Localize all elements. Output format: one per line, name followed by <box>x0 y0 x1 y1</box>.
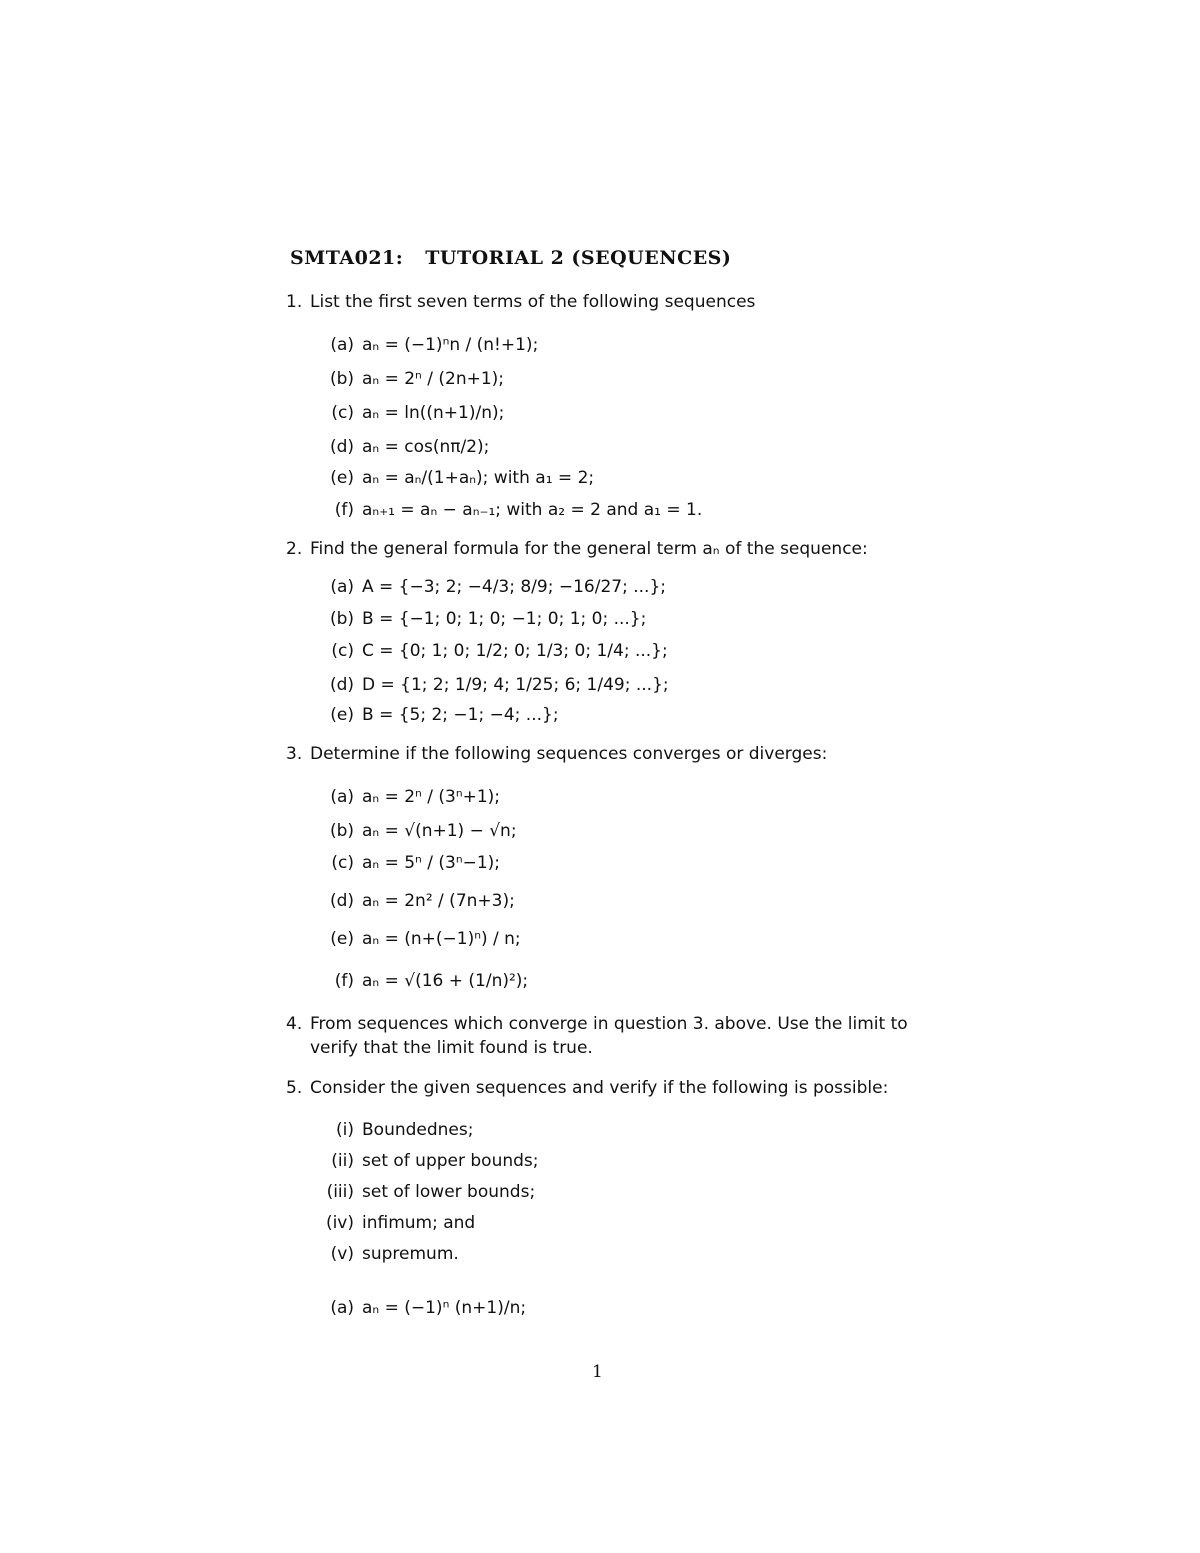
item-expression: A = {−3; 2; −4/3; 8/9; −16/27; ...}; <box>362 577 666 597</box>
item-expression: B = {5; 2; −1; −4; ...}; <box>362 705 559 725</box>
q1-item-f <box>318 498 702 522</box>
item-expression: aₙ = (−1)ⁿn / (n!+1); <box>362 335 539 355</box>
q2-item-b <box>318 607 646 631</box>
question-1 <box>286 290 946 314</box>
question-number: 4. <box>286 1014 303 1034</box>
question-number: 5. <box>286 1078 303 1098</box>
item-label: (f) <box>334 500 354 520</box>
question-text: From sequences which converge in question 3. above. Use the limit to verify that the limit found is true. <box>310 1014 908 1058</box>
item-expression: D = {1; 2; 1/9; 4; 1/25; 6; 1/49; ...}; <box>362 675 669 695</box>
question-5 <box>286 1076 946 1100</box>
item-label: (b) <box>329 369 354 389</box>
item-expression: aₙ = cos(nπ/2); <box>362 437 490 457</box>
q3-item-b <box>318 819 517 843</box>
item-expression: aₙ = (−1)ⁿ (n+1)/n; <box>362 1298 527 1318</box>
q1-item-d <box>318 435 489 459</box>
item-expression: aₙ₊₁ = aₙ − aₙ₋₁; with a₂ = 2 and a₁ = 1. <box>362 500 703 520</box>
question-text: Find the general formula for the general term aₙ of the sequence: <box>310 539 868 559</box>
item-label: (e) <box>330 929 354 949</box>
q3-item-f <box>318 969 528 993</box>
item-label: (d) <box>329 675 354 695</box>
item-label: (iv) <box>325 1213 354 1233</box>
q5-roman-iii <box>318 1180 535 1204</box>
question-text: Determine if the following sequences converges or diverges: <box>310 744 828 764</box>
item-label: (iii) <box>326 1182 354 1202</box>
item-expression: aₙ = √(n+1) − √n; <box>362 821 517 841</box>
item-label: (e) <box>330 705 354 725</box>
item-label: (c) <box>331 853 354 873</box>
item-text: supremum. <box>362 1244 459 1264</box>
q5-roman-ii <box>318 1149 539 1173</box>
item-label: (e) <box>330 468 354 488</box>
q1-item-c <box>318 401 504 425</box>
item-label: (a) <box>330 577 354 597</box>
item-expression: aₙ = 2ⁿ / (2n+1); <box>362 369 505 389</box>
q3-item-d <box>318 889 515 913</box>
item-label: (a) <box>330 1298 354 1318</box>
item-label: (a) <box>330 335 354 355</box>
page-title <box>290 247 731 269</box>
q5-roman-iv <box>318 1211 475 1235</box>
page-number: 1 <box>592 1362 603 1382</box>
item-text: infimum; and <box>362 1213 476 1233</box>
item-label: (f) <box>334 971 354 991</box>
q5-roman-i <box>318 1118 473 1142</box>
q5-roman-v <box>318 1242 459 1266</box>
q2-item-d <box>318 673 669 697</box>
item-label: (ii) <box>331 1151 354 1171</box>
q1-item-b <box>318 367 504 391</box>
item-label: (b) <box>329 821 354 841</box>
question-4 <box>286 1012 946 1060</box>
item-expression: aₙ = aₙ/(1+aₙ); with a₁ = 2; <box>362 468 595 488</box>
q1-item-e <box>318 466 594 490</box>
item-expression: B = {−1; 0; 1; 0; −1; 0; 1; 0; ...}; <box>362 609 647 629</box>
item-label: (b) <box>329 609 354 629</box>
question-number: 3. <box>286 744 303 764</box>
q2-item-c <box>318 639 668 663</box>
item-expression: C = {0; 1; 0; 1/2; 0; 1/3; 0; 1/4; ...}; <box>362 641 668 661</box>
item-text: Boundednes; <box>362 1120 474 1140</box>
item-label: (i) <box>336 1120 354 1140</box>
item-expression: aₙ = 5ⁿ / (3ⁿ−1); <box>362 853 501 873</box>
question-3 <box>286 742 946 766</box>
tutorial-title: TUTORIAL 2 (SEQUENCES) <box>425 247 732 269</box>
item-expression: aₙ = 2ⁿ / (3ⁿ+1); <box>362 787 501 807</box>
question-2 <box>286 537 946 561</box>
q5-item-a <box>318 1296 526 1320</box>
q3-item-e <box>318 927 521 951</box>
item-text: set of upper bounds; <box>362 1151 539 1171</box>
item-label: (c) <box>331 403 354 423</box>
q1-item-a <box>318 333 538 357</box>
item-label: (v) <box>330 1244 354 1264</box>
item-text: set of lower bounds; <box>362 1182 536 1202</box>
q2-item-e <box>318 703 559 727</box>
question-number: 1. <box>286 292 303 312</box>
q3-item-c <box>318 851 500 875</box>
q2-item-a <box>318 575 666 599</box>
item-label: (d) <box>329 891 354 911</box>
item-expression: aₙ = √(16 + (1/n)²); <box>362 971 529 991</box>
item-label: (a) <box>330 787 354 807</box>
q3-item-a <box>318 785 500 809</box>
item-label: (d) <box>329 437 354 457</box>
item-label: (c) <box>331 641 354 661</box>
item-expression: aₙ = 2n² / (7n+3); <box>362 891 515 911</box>
question-number: 2. <box>286 539 303 559</box>
course-code: SMTA021: <box>290 247 404 269</box>
item-expression: aₙ = (n+(−1)ⁿ) / n; <box>362 929 521 949</box>
question-text: Consider the given sequences and verify if the following is possible: <box>310 1078 889 1098</box>
item-expression: aₙ = ln((n+1)/n); <box>362 403 505 423</box>
question-text: List the first seven terms of the following sequences <box>310 292 756 312</box>
